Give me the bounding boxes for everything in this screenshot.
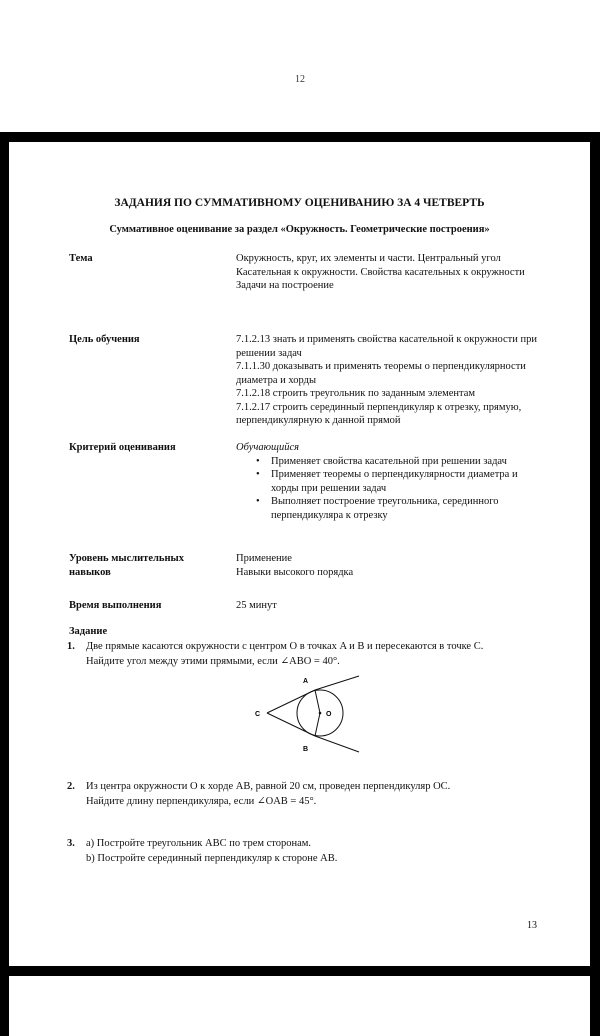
next-page — [9, 976, 590, 1036]
goal-label: Цель обучения — [69, 334, 140, 345]
criteria-value — [236, 441, 541, 522]
tangent-line-cb — [267, 713, 315, 736]
goal-line: 7.1.1.30 доказывать и применять теоремы о перпендикулярности диаметра и хорды — [236, 361, 526, 386]
time-value: 25 минут — [236, 600, 277, 611]
topic-value — [236, 252, 541, 293]
label-b: B — [303, 746, 309, 753]
page-subtitle: Суммативное оценивание за раздел «Окружность. Геометрические построения» — [109, 224, 490, 235]
task-heading: Задание — [69, 626, 108, 637]
center-point — [319, 712, 322, 715]
task-text: b) Постройте серединный перпендикуляр к стороне AB. — [86, 853, 338, 864]
task-text: а) Постройте треугольник ABC по трем сторонам. — [86, 838, 312, 849]
criteria-list — [236, 455, 541, 523]
skills-label-line: навыков — [69, 567, 111, 578]
document-page — [9, 142, 590, 966]
task-text: Найдите длину перпендикуляра, если ∠OAB = 45°. — [86, 796, 317, 807]
tangent-line-extension-b — [315, 736, 359, 752]
label-c: C — [255, 711, 261, 718]
criteria-intro: Обучающийся — [236, 442, 300, 453]
task-text: Из центра окружности O к хорде AB, равной 20 см, проведен перпендикуляр OC. — [86, 781, 451, 792]
task-3 — [67, 836, 547, 866]
task-number: 3. — [67, 838, 75, 849]
label-o: O — [326, 711, 332, 718]
radius-ob — [315, 713, 320, 736]
task-1 — [67, 639, 547, 669]
label-a: A — [303, 678, 309, 685]
skills-line: Применение — [236, 553, 292, 564]
goal-value — [236, 333, 541, 428]
previous-page — [0, 0, 600, 132]
time-label: Время выполнения — [69, 600, 162, 611]
skills-line: Навыки высокого порядка — [236, 566, 354, 578]
goal-line: 7.1.2.18 строить треугольник по заданным элементам — [236, 388, 476, 399]
tangent-circle-diagram — [235, 672, 367, 754]
criteria-item: • Применяет теоремы о перпендикулярности диаметра и хорды при решении задач — [236, 468, 541, 495]
criteria-item: • Применяет свойства касательной при решении задач — [236, 455, 541, 469]
task-number: 1. — [67, 641, 75, 652]
criteria-label: Критерий оценивания — [69, 442, 176, 453]
topic-line: Задачи на построение — [236, 280, 334, 291]
page-number: 13 — [527, 920, 537, 931]
topic-line: Окружность, круг, их элементы и части. Центральный угол — [236, 253, 501, 264]
page-title: ЗАДАНИЯ ПО СУММАТИВНОМУ ОЦЕНИВАНИЮ ЗА 4 ЧЕТВЕРТЬ — [114, 197, 485, 209]
skills-label — [69, 552, 184, 580]
radius-oa — [315, 690, 320, 713]
goal-line: 7.1.2.17 строить серединный перпендикуляр к отрезку, прямую, перпендикулярную к данной прямой — [236, 401, 522, 426]
task-number: 2. — [67, 781, 75, 792]
tangent-line-ca — [267, 690, 315, 713]
skills-label-line: Уровень мыслительных — [69, 553, 184, 564]
goal-line: 7.1.2.13 знать и применять свойства касательной к окружности при решении задач — [236, 334, 538, 359]
task-text: Найдите угол между этими прямыми, если ∠ABO = 40°. — [86, 656, 340, 667]
criteria-item: • Выполняет построение треугольника, серединного перпендикуляра к отрезку — [236, 495, 541, 522]
topic-line: Касательная к окружности. Свойства касательных к окружности — [236, 266, 525, 278]
topic-label: Тема — [69, 253, 93, 264]
task-2 — [67, 779, 547, 809]
task-text: Две прямые касаются окружности с центром O в точках A и B и пересекаются в точке C. — [86, 641, 484, 652]
tangent-line-extension-a — [315, 676, 359, 690]
skills-value — [236, 552, 541, 579]
previous-page-number: 12 — [295, 74, 305, 85]
